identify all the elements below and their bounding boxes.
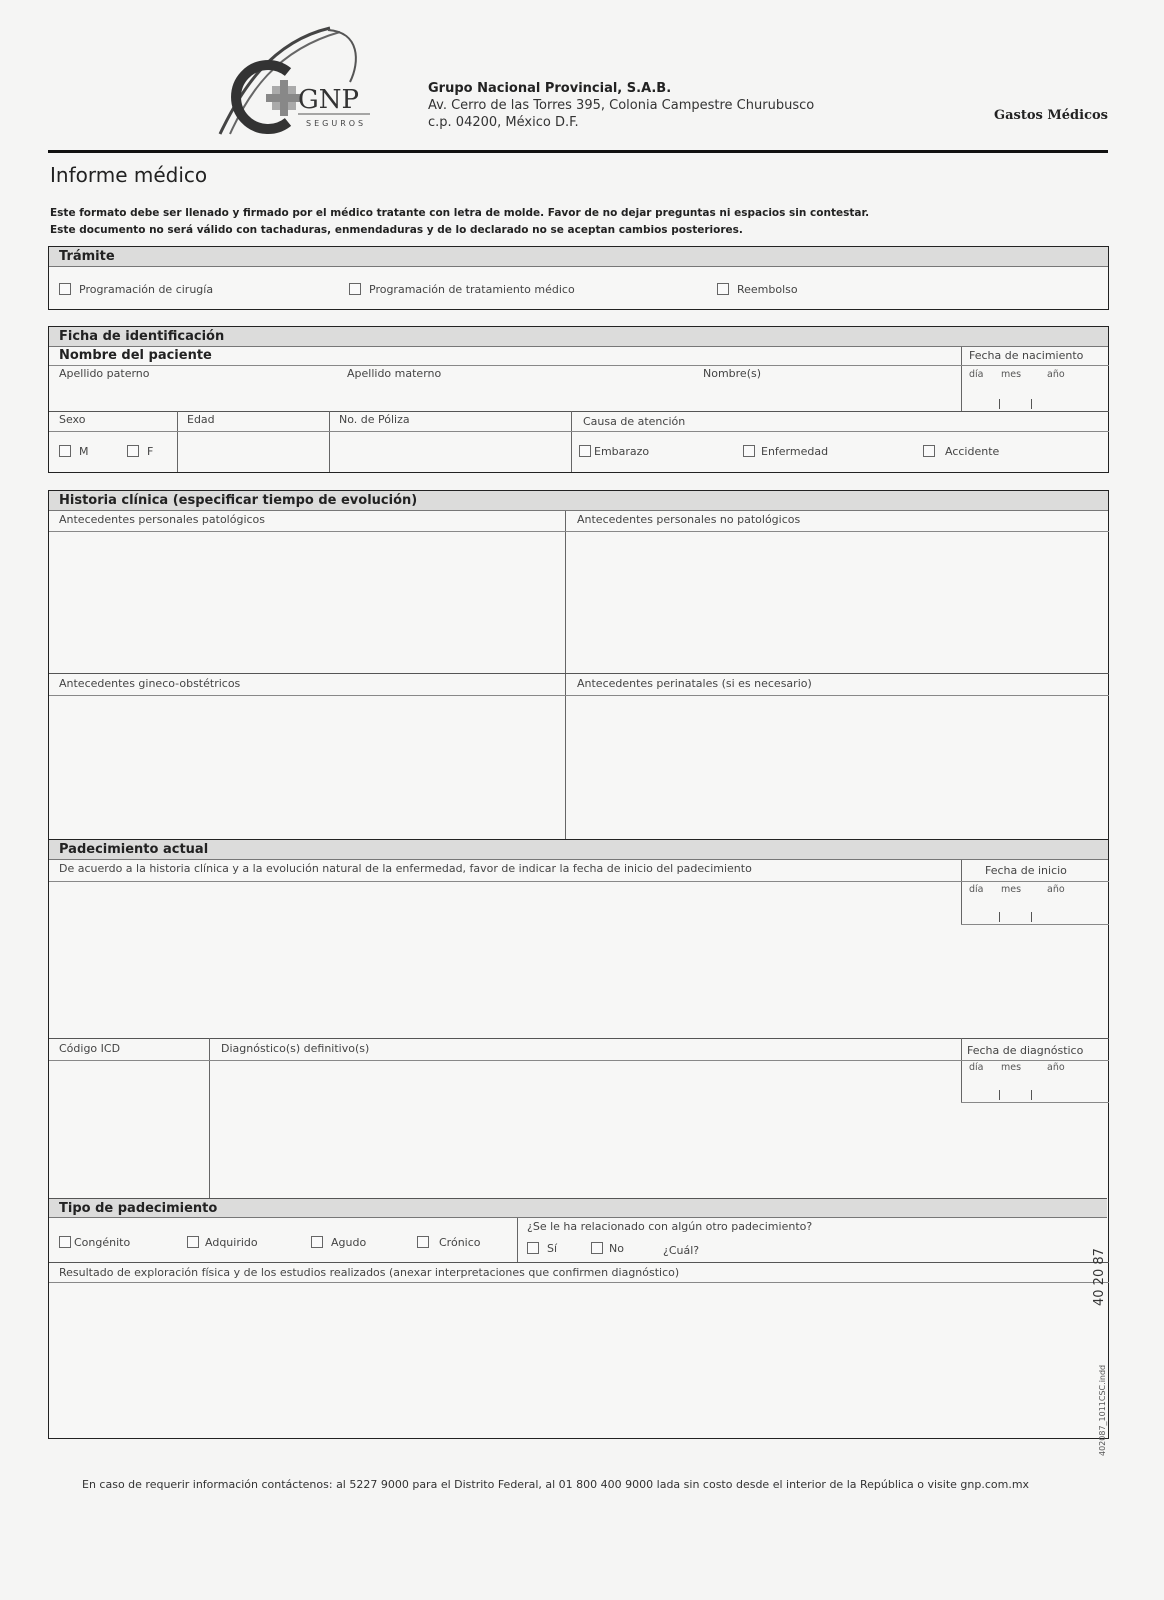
company-name: Grupo Nacional Provincial, S.A.B.	[428, 81, 672, 96]
department-label: Gastos Médicos	[994, 108, 1108, 123]
checkbox[interactable]	[187, 1236, 199, 1248]
historia-heading: Historia clínica (especificar tiempo de evolución)	[49, 491, 1108, 511]
option-label: Programación de cirugía	[79, 283, 214, 296]
fecha-nacimiento-label: Fecha de nacimiento	[969, 349, 1084, 362]
svg-text:GNP: GNP	[298, 85, 360, 115]
related-si-option[interactable]	[527, 1242, 557, 1255]
gnp-logo	[210, 22, 380, 142]
divider	[49, 531, 1109, 532]
patient-name-input[interactable]	[59, 381, 959, 409]
divider	[961, 365, 1109, 366]
divider	[49, 411, 1109, 412]
edad-input[interactable]	[181, 435, 325, 469]
checkbox[interactable]	[579, 445, 591, 457]
checkbox[interactable]	[527, 1242, 539, 1254]
option-label: Embarazo	[594, 445, 650, 458]
divider	[961, 924, 1109, 925]
option-label: Agudo	[331, 1236, 367, 1249]
divider	[329, 411, 330, 472]
date-separator	[999, 912, 1000, 922]
company-info	[428, 80, 814, 131]
cual-input[interactable]	[709, 1240, 1105, 1260]
tramite-section	[48, 246, 1109, 310]
divider	[49, 673, 1109, 674]
cual-label: ¿Cuál?	[663, 1244, 700, 1257]
sexo-m-option[interactable]	[59, 445, 89, 458]
sexo-f-option[interactable]	[127, 445, 153, 458]
divider	[49, 1282, 1109, 1283]
causa-label: Causa de atención	[583, 415, 686, 428]
perinatales-input[interactable]	[569, 697, 1105, 837]
apnp-input[interactable]	[569, 533, 1105, 671]
header-divider	[48, 150, 1108, 153]
exploracion-input[interactable]	[53, 1286, 1105, 1434]
causa-embarazo-option[interactable]	[579, 445, 649, 458]
divider	[49, 431, 1109, 432]
fecha-diagnostico-input[interactable]	[969, 1062, 1109, 1100]
tipo-adquirido-option[interactable]	[187, 1236, 258, 1249]
form-code: 40 20 87	[1092, 1248, 1107, 1306]
option-label: F	[147, 445, 154, 458]
exploracion-label: Resultado de exploración física y de los estudios realizados (anexar interpretaciones que confirmen diagnóstico)	[59, 1266, 680, 1279]
tipo-agudo-option[interactable]	[311, 1236, 366, 1249]
option-label: Crónico	[439, 1236, 481, 1249]
intro-text	[50, 205, 869, 239]
apellido-paterno-label: Apellido paterno	[59, 367, 150, 380]
divider	[565, 511, 566, 839]
divider	[961, 1102, 1109, 1103]
page-title: Informe médico	[50, 163, 208, 187]
poliza-label: No. de Póliza	[339, 413, 410, 426]
divider	[49, 1038, 1109, 1039]
anio-label: año	[1047, 369, 1065, 380]
svg-text:SEGUROS: SEGUROS	[306, 119, 367, 128]
diagnostico-label: Diagnóstico(s) definitivo(s)	[221, 1042, 370, 1055]
divider	[49, 881, 1109, 882]
divider	[961, 860, 962, 924]
mes-label: mes	[1001, 1062, 1022, 1073]
padecimiento-heading: Padecimiento actual	[49, 840, 1108, 860]
intro-line-1: Este formato debe ser llenado y firmado por el médico tratante con letra de molde. Favor de no dejar preguntas ni espacios sin contestar.	[50, 207, 870, 219]
divider	[571, 411, 572, 472]
fecha-inicio-label: Fecha de inicio	[985, 864, 1067, 877]
patient-heading-label: Nombre del paciente	[59, 348, 212, 363]
diagnostico-input[interactable]	[213, 1062, 957, 1196]
padecimiento-section	[48, 839, 1109, 1439]
tramite-option-tratamiento[interactable]	[349, 283, 575, 296]
codigo-icd-label: Código ICD	[59, 1042, 121, 1055]
divider	[177, 411, 178, 472]
divider	[209, 1038, 210, 1198]
padecimiento-input[interactable]	[53, 884, 957, 1034]
address-line-1: Av. Cerro de las Torres 395, Colonia Campestre Churubusco	[428, 98, 815, 113]
app-label: Antecedentes personales patológicos	[59, 513, 266, 526]
option-label: No	[609, 1242, 624, 1255]
divider	[49, 1060, 1109, 1061]
fecha-inicio-input[interactable]	[969, 884, 1109, 922]
date-separator	[1031, 1090, 1032, 1100]
tipo-cronico-option[interactable]	[417, 1236, 481, 1249]
ago-label: Antecedentes gineco-obstétricos	[59, 677, 241, 690]
option-label: Adquirido	[205, 1236, 258, 1249]
patient-name-heading	[49, 347, 1108, 366]
date-separator	[999, 1090, 1000, 1100]
checkbox[interactable]	[717, 283, 729, 295]
divider	[961, 347, 962, 411]
option-label: Sí	[547, 1242, 558, 1255]
apellido-materno-label: Apellido materno	[347, 367, 442, 380]
divider	[49, 1262, 1109, 1263]
dia-label: día	[969, 1062, 984, 1073]
intro-line-2: Este documento no será válido con tachaduras, enmendaduras y de lo declarado no se aceptan cambios posteriores.	[50, 224, 743, 236]
divider	[49, 695, 1109, 696]
tramite-option-cirugia[interactable]	[59, 283, 213, 296]
causa-enfermedad-option[interactable]	[743, 445, 828, 458]
option-label: Accidente	[945, 445, 1000, 458]
ficha-section	[48, 326, 1109, 473]
tipo-congenito-option[interactable]	[59, 1236, 130, 1249]
related-no-option[interactable]	[591, 1242, 624, 1255]
dia-label: día	[969, 369, 984, 380]
codigo-icd-input[interactable]	[53, 1062, 205, 1196]
date-separator	[999, 399, 1000, 409]
option-label: Enfermedad	[761, 445, 829, 458]
checkbox[interactable]	[59, 1236, 71, 1248]
tramite-heading: Trámite	[49, 247, 1108, 267]
edad-label: Edad	[187, 413, 215, 426]
checkbox[interactable]	[59, 283, 71, 295]
date-separator	[1031, 912, 1032, 922]
anio-label: año	[1047, 1062, 1065, 1073]
nombres-label: Nombre(s)	[703, 367, 762, 380]
checkbox[interactable]	[349, 283, 361, 295]
file-code: 402087_1011CSC.indd	[1098, 1364, 1107, 1456]
option-label: Programación de tratamiento médico	[369, 283, 575, 296]
option-label: M	[79, 445, 89, 458]
address-line-2: c.p. 04200, México D.F.	[428, 115, 579, 130]
mes-label: mes	[1001, 369, 1022, 380]
checkbox[interactable]	[59, 445, 71, 457]
checkbox[interactable]	[743, 445, 755, 457]
dia-label: día	[969, 884, 984, 895]
historia-section	[48, 490, 1109, 840]
date-separator	[1031, 399, 1032, 409]
checkbox[interactable]	[591, 1242, 603, 1254]
ago-input[interactable]	[53, 697, 561, 837]
tipo-heading: Tipo de padecimiento	[49, 1198, 1107, 1218]
poliza-input[interactable]	[333, 435, 567, 469]
mes-label: mes	[1001, 884, 1022, 895]
anio-label: año	[1047, 884, 1065, 895]
fecha-nacimiento-input[interactable]	[969, 369, 1109, 409]
causa-accidente-option[interactable]	[923, 445, 999, 458]
app-input[interactable]	[53, 533, 561, 671]
related-question: ¿Se le ha relacionado con algún otro padecimiento?	[527, 1220, 813, 1233]
ficha-heading: Ficha de identificación	[49, 327, 1108, 347]
padecimiento-instruction: De acuerdo a la historia clínica y a la evolución natural de la enfermedad, favor de indicar la fecha de inicio del padecimiento	[59, 862, 752, 875]
divider	[961, 1038, 962, 1102]
apnp-label: Antecedentes personales no patológicos	[577, 513, 801, 526]
contact-footer: En caso de requerir información contáctenos: al 5227 9000 para el Distrito Federal, al 01 800 400 9000 lada sin costo desde el interior de la República o visite gnp.com.mx	[82, 1478, 1030, 1491]
checkbox[interactable]	[127, 445, 139, 457]
option-label: Reembolso	[737, 283, 798, 296]
option-label: Congénito	[74, 1236, 131, 1249]
sexo-label: Sexo	[59, 413, 86, 426]
tramite-option-reembolso[interactable]	[717, 283, 798, 296]
checkbox[interactable]	[923, 445, 935, 457]
checkbox[interactable]	[311, 1236, 323, 1248]
divider	[517, 1218, 518, 1262]
fecha-diagnostico-label: Fecha de diagnóstico	[967, 1044, 1084, 1057]
checkbox[interactable]	[417, 1236, 429, 1248]
perinatales-label: Antecedentes perinatales (si es necesario)	[577, 677, 812, 690]
